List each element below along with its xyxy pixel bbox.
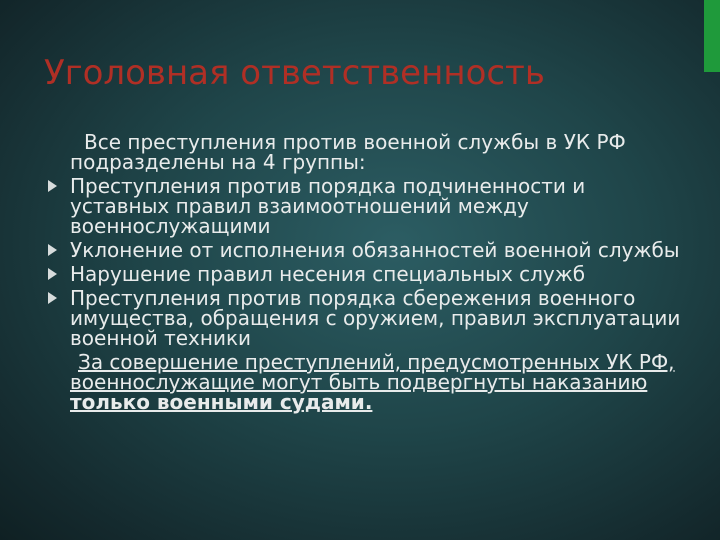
conclusion-emphasis: только военными судами.: [70, 390, 373, 414]
bullet-text: Преступления против порядка сбережения военного имущества, обращения с оружием, правил эксплуатации военной техники: [70, 286, 681, 350]
bullet-list: [44, 176, 684, 348]
bullet-text: Нарушение правил несения специальных служб: [70, 262, 586, 286]
bullet-item: [44, 288, 684, 348]
bullet-text: Уклонение от исполнения обязанностей военной службы: [70, 238, 680, 262]
bullet-arrow-icon: [48, 268, 57, 280]
bullet-item: [44, 264, 684, 284]
intro-text: Все преступления против военной службы в УК РФ подразделены на 4 группы:: [70, 130, 626, 174]
bullet-item: [44, 240, 684, 260]
bullet-arrow-icon: [48, 180, 57, 192]
slide-content: [44, 132, 684, 412]
conclusion-note: [44, 352, 684, 412]
bullet-arrow-icon: [48, 292, 57, 304]
bullet-text: Преступления против порядка подчиненности и уставных правил взаимоотношений между военнослужащими: [70, 174, 586, 238]
conclusion-text: [70, 352, 684, 412]
slide-title: Уголовная ответственность: [44, 52, 545, 93]
bullet-item: [44, 176, 684, 236]
conclusion-regular: За совершение преступлений, предусмотренных УК РФ, военнослужащие могут быть подвергнуты наказанию: [70, 350, 675, 394]
accent-bar: [704, 0, 720, 72]
bullet-arrow-icon: [48, 244, 57, 256]
